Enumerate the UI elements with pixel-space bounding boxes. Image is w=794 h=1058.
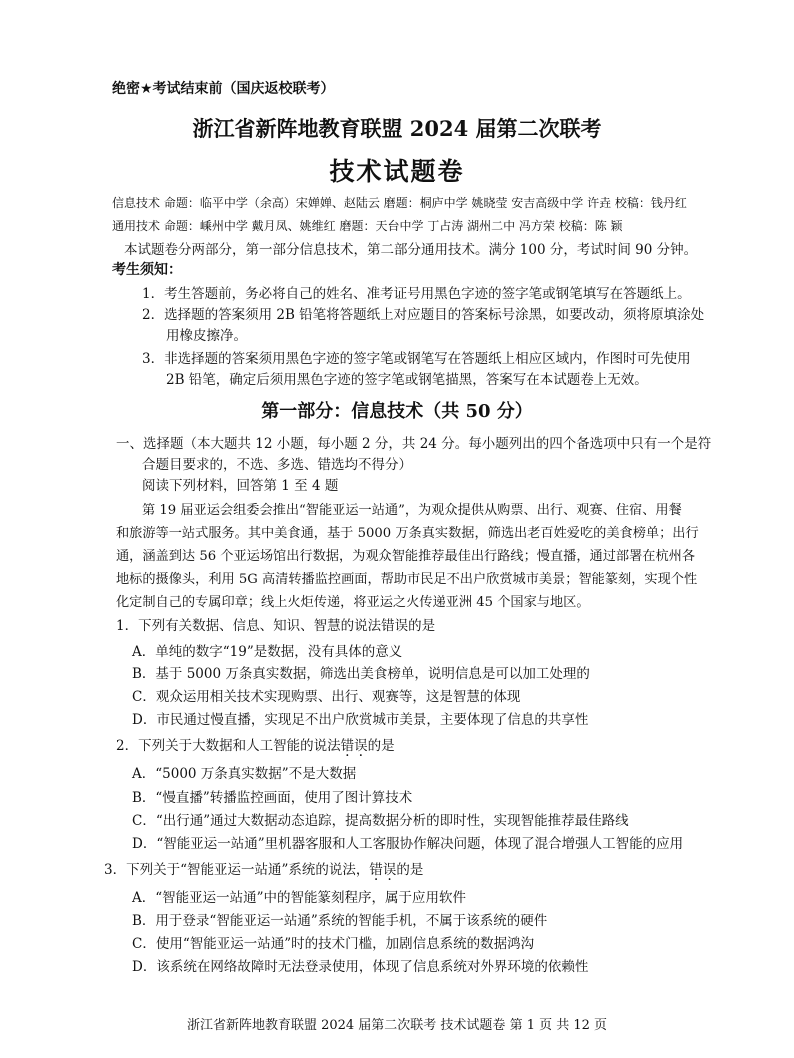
notice-item: 2B 铅笔，确定后须用黑色字迹的签字笔或钢笔描黑，答案写在本试题卷上无效。 <box>166 372 648 388</box>
exam-subtitle: 技术试题卷 <box>329 157 465 186</box>
emphasis-char: 误 <box>382 862 397 878</box>
answer-option: C．使用“智能亚运一站通”时的技术门槛，加剧信息系统的数据鸿沟 <box>132 936 535 952</box>
read-hint: 阅读下列材料，回答第 1 至 4 题 <box>142 478 339 494</box>
choice-intro-cont: 合题目要求的，不选、多选、错选均不得分） <box>142 457 412 473</box>
passage-line: 和旅游等一站式服务。其中美食通，基于 5000 万条真实数据，筛选出老百姓爱吃的美食榜单；出行 <box>116 526 699 541</box>
exam-title: 浙江省新阵地教育联盟 2024 届第二次联考 <box>192 116 602 141</box>
emphasis-char: 错 <box>340 738 355 754</box>
answer-option: A．单纯的数字“19”是数据，没有具体的意义 <box>132 644 403 660</box>
credit-gt: 通用技术 命题：嵊州中学 戴月凤、姚维红 磨题：天台中学 丁占涛 湖州二中 冯方荣 校稿：陈 颖 <box>112 219 623 233</box>
answer-option: D．市民通过慢直播，实现足不出户欣赏城市美景，主要体现了信息的共享性 <box>132 712 589 728</box>
answer-option: C．观众运用相关技术实现购票、出行、观赛等，这是智慧的体现 <box>132 689 521 705</box>
notice-item: 3．非选择题的答案须用黑色字迹的签字笔或钢笔写在答题纸上相应区域内，作图时可先使用 <box>142 351 691 367</box>
emphasis-char: 误 <box>354 738 368 754</box>
stem-text: 3．下列关于“智能亚运一站通”系统的说法， <box>104 862 370 878</box>
section-title: 第一部分：信息技术（共 50 分） <box>261 401 533 422</box>
confidential-label: 绝密★考试结束前（国庆返校联考） <box>112 81 335 97</box>
answer-option: B．“慢直播”转播监控画面，使用了图计算技术 <box>132 790 413 806</box>
question-stem: 1．下列有关数据、信息、知识、智慧的说法错误的是 <box>116 618 436 634</box>
passage-line: 化定制自己的专属印章；线上火炬传递，将亚运之火传递亚洲 45 个国家与地区。 <box>116 595 590 610</box>
answer-option: B．用于登录“智能亚运一站通”系统的智能手机，不属于该系统的硬件 <box>132 913 548 929</box>
stem-text: 的是 <box>367 738 395 754</box>
passage-line: 第 19 届亚运会组委会推出“智能亚运一站通”，为观众提供从购票、出行、观赛、住宿、用餐 <box>142 503 682 518</box>
intro-text: 本试题卷分两部分，第一部分信息技术，第二部分通用技术。满分 100 分，考试时间 90 分钟。 <box>124 242 698 258</box>
notice-item: 1．考生答题前，务必将自己的姓名、准考证号用黑色字迹的签字笔或钢笔填写在答题纸上。 <box>142 286 691 302</box>
passage-line: 地标的摄像头，利用 5G 高清转播监控画面，帮助市民足不出户欣赏城市美景；智能篆刻，实现个性 <box>116 572 698 587</box>
stem-text: 的是 <box>396 862 424 878</box>
passage-line: 通，涵盖到达 56 个亚运场馆出行数据，为观众智能推荐最佳出行路线；慢直播，通过部署在杭州各 <box>116 549 696 564</box>
notice-item: 用橡皮擦净。 <box>166 328 247 344</box>
emphasis-char: 错 <box>369 862 383 878</box>
answer-option: A．“智能亚运一站通”中的智能篆刻程序，属于应用软件 <box>132 890 467 906</box>
notice-heading: 考生须知： <box>112 262 182 278</box>
answer-option: D．“智能亚运一站通”里机器客服和人工客服协作解决问题，体现了混合增强人工智能的应用 <box>132 836 684 852</box>
answer-option: C．“出行通”通过大数据动态追踪，提高数据分析的即时性，实现智能推荐最佳路线 <box>132 813 629 829</box>
credit-it: 信息技术 命题：临平中学（余高）宋婵婵、赵陆云 磨题：桐庐中学 姚晓莹 安吉高级中学 许垚 校稿：钱丹红 <box>112 196 687 210</box>
answer-option: D．该系统在网络故障时无法登录使用，体现了信息系统对外界环境的依赖性 <box>132 959 589 975</box>
notice-item: 2．选择题的答案须用 2B 铅笔将答题纸上对应题目的答案标号涂黑，如要改动，须将原填涂处 <box>142 307 705 323</box>
page-footer: 浙江省新阵地教育联盟 2024 届第二次联考 技术试题卷 第 1 页 共 12 页 <box>186 1018 608 1033</box>
stem-text: 2．下列关于大数据和人工智能的说法 <box>116 738 341 754</box>
answer-option: A．“5000 万条真实数据”不是大数据 <box>132 766 357 782</box>
choice-intro: 一、选择题（本大题共 12 小题，每小题 2 分，共 24 分。每小题列出的四个备选项中只有一个是符 <box>116 436 712 452</box>
question-stem <box>104 858 423 878</box>
question-stem <box>116 734 395 754</box>
answer-option: B．基于 5000 万条真实数据，筛选出美食榜单，说明信息是可以加工处理的 <box>132 666 590 682</box>
